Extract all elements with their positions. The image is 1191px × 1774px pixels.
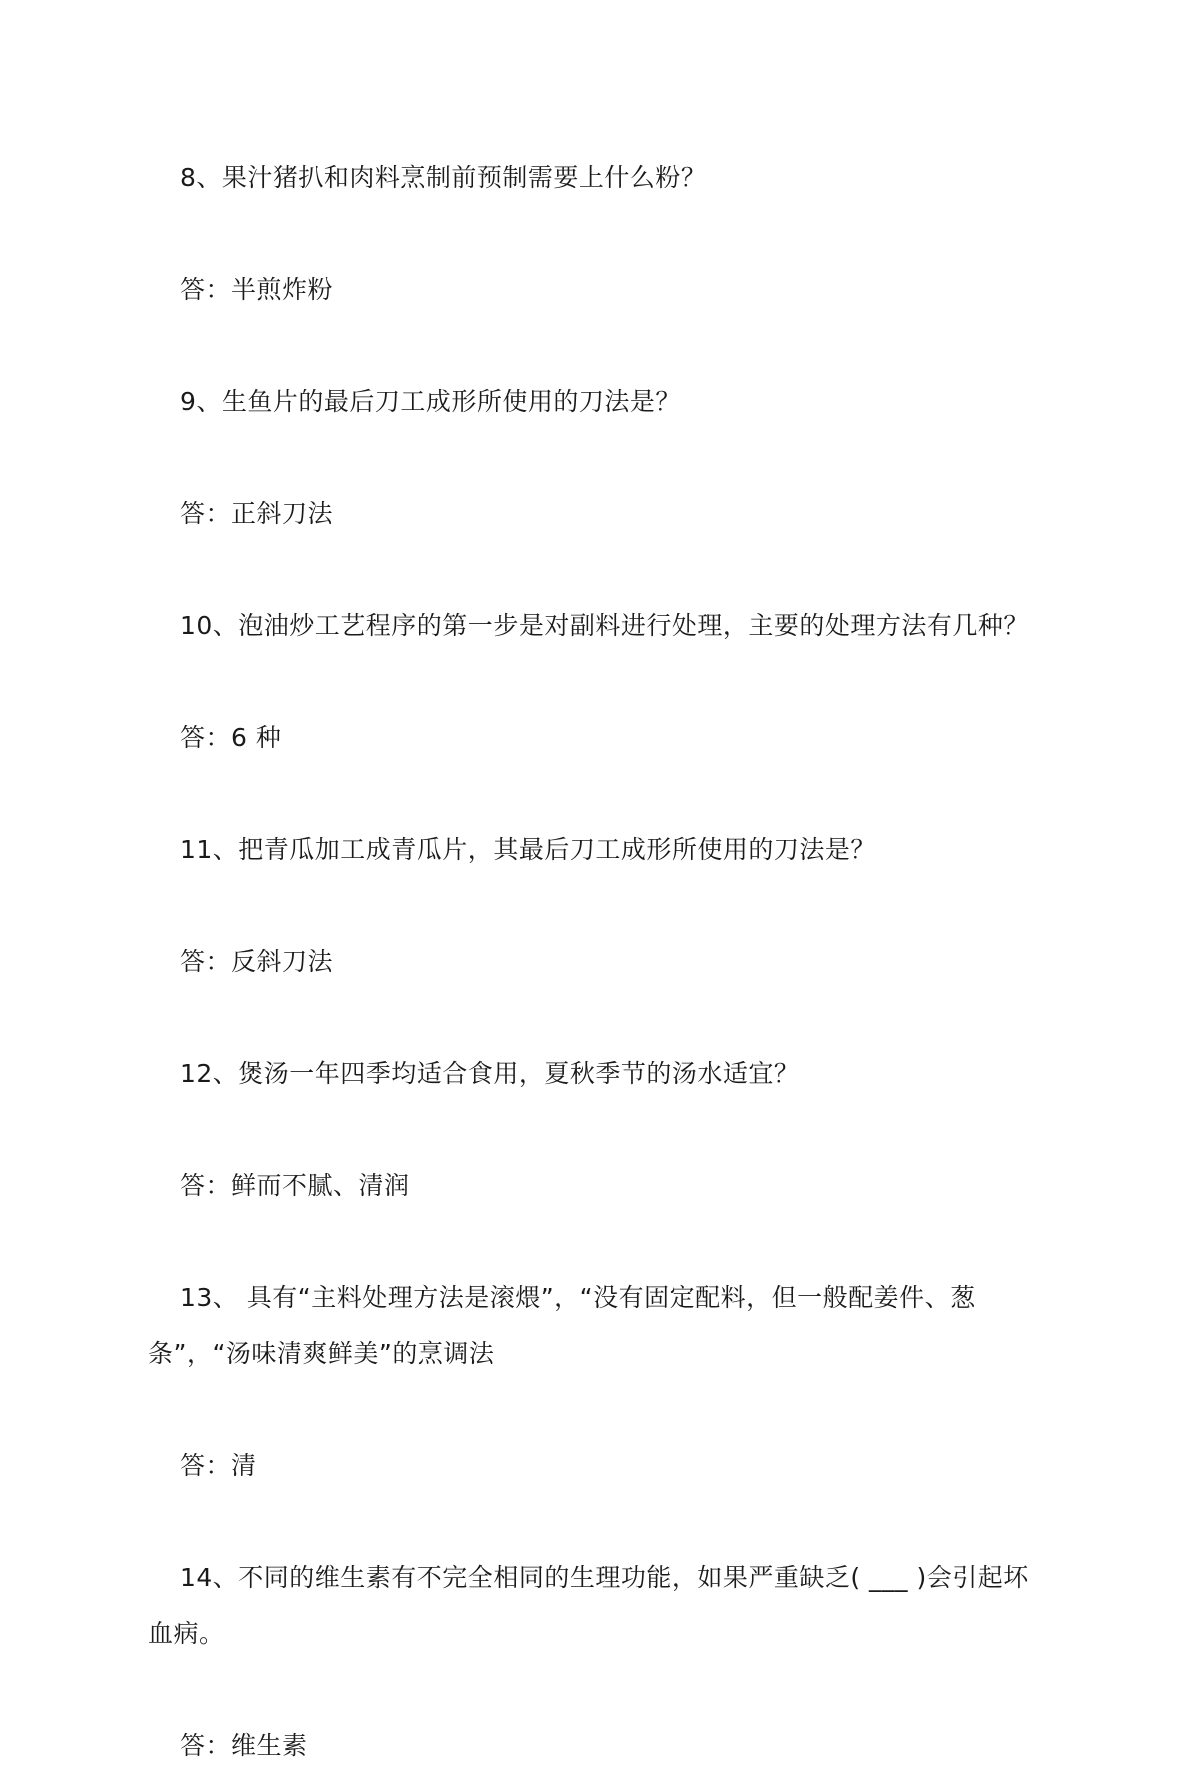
answer-10: 答：6 种 (180, 723, 282, 752)
question-14: 14、不同的维生素有不完全相同的生理功能，如果严重缺乏( ___ )会引起坏血病。 (148, 1563, 1029, 1648)
answer-8: 答：半煎炸粉 (180, 275, 334, 304)
question-12: 12、煲汤一年四季均适合食用，夏秋季节的汤水适宜？ (180, 1059, 800, 1088)
question-13: 13、 具有“主料处理方法是滚煨”，“没有固定配料，但一般配姜件、葱条”，“汤味清爽鲜美”的烹调法 (148, 1283, 976, 1368)
document-body (148, 150, 1048, 1774)
answer-11: 答：反斜刀法 (180, 947, 334, 976)
answer-9: 答：正斜刀法 (180, 499, 334, 528)
answer-13: 答：清 (180, 1451, 257, 1480)
question-9: 9、生鱼片的最后刀工成形所使用的刀法是？ (180, 387, 681, 416)
question-10: 10、泡油炒工艺程序的第一步是对副料进行处理，主要的处理方法有几种？ (180, 611, 1029, 640)
answer-12: 答：鲜而不腻、清润 (180, 1171, 410, 1200)
answer-14: 答：维生素 (180, 1731, 308, 1760)
question-11: 11、把青瓜加工成青瓜片，其最后刀工成形所使用的刀法是？ (180, 835, 876, 864)
question-8: 8、果汁猪扒和肉料烹制前预制需要上什么粉？ (180, 163, 707, 192)
